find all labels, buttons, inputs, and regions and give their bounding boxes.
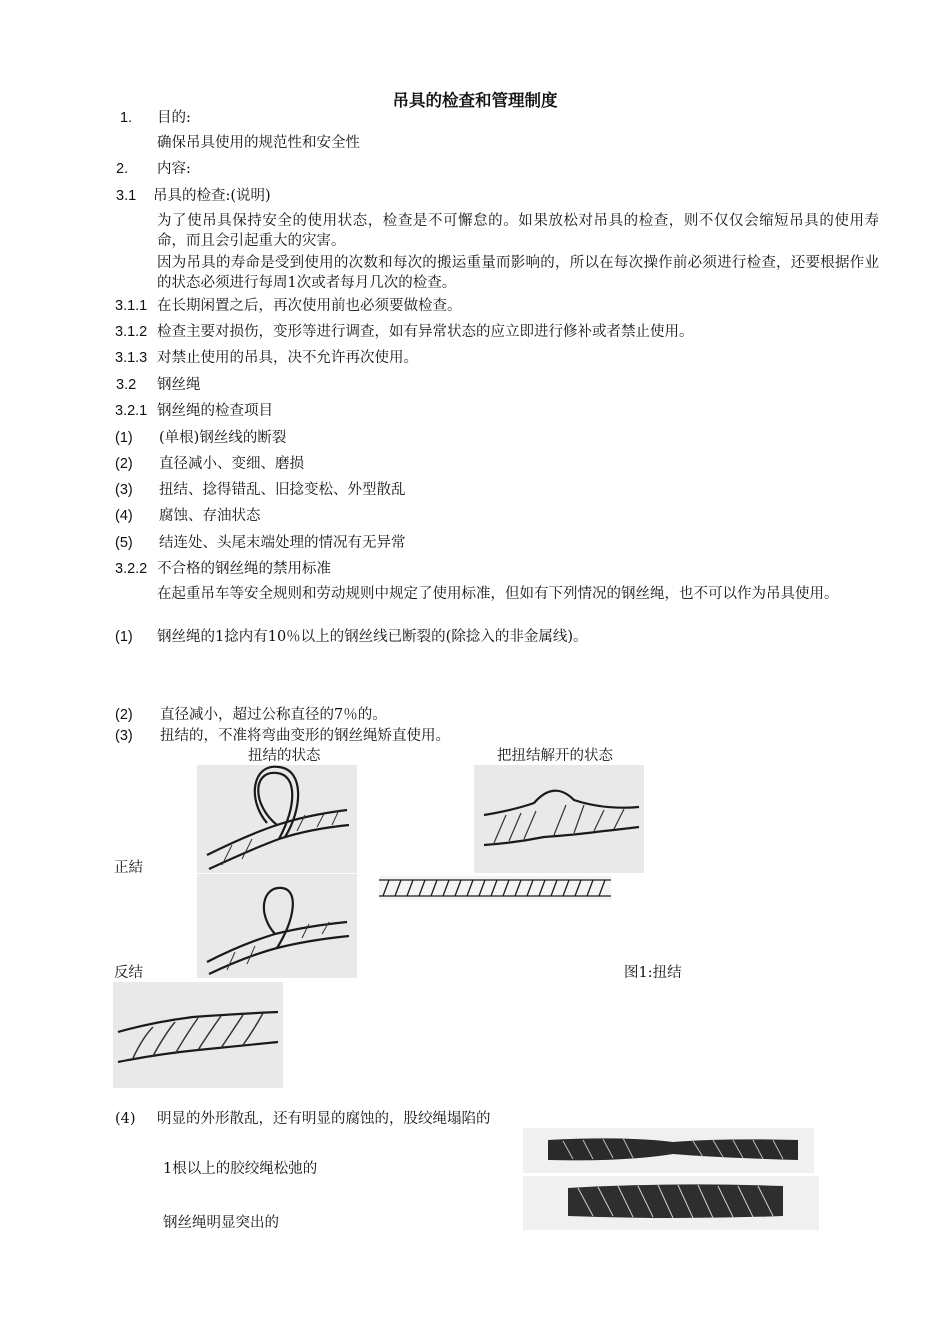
reject-item-number: (3) (115, 728, 133, 744)
section-2-label: 内容: (157, 161, 191, 177)
section-1-label: 目的: (157, 110, 191, 126)
check-item-number: (1) (115, 430, 133, 446)
section-3-1-3-number: 3.1.3 (115, 350, 148, 366)
section-3-1-paragraph-2: 因为吊具的寿命是受到使用的次数和每次的搬运重量而影响的，所以在每次操作前必须进行检查，还要根据作业的状态必须进行每周1次或者每月几次的检查。 (157, 255, 879, 291)
figure-column-left-label: 扭结的状态 (248, 748, 321, 764)
section-3-2-1-label: 钢丝绳的检查项目 (157, 403, 273, 419)
section-3-1-2-number: 3.1.2 (115, 324, 148, 340)
section-3-1-number: 3.1 (116, 188, 137, 204)
figure-column-right-label: 把扭结解开的状态 (497, 748, 613, 764)
kinked-rope-positive-image (197, 765, 357, 873)
kinked-rope-reverse-image (197, 874, 357, 978)
check-item-number: (4) (115, 508, 133, 524)
item-4-text: 明显的外形散乱，还有明显的腐蚀的，股绞绳塌陷的 (157, 1111, 491, 1127)
section-3-1-label: 吊具的检查:(说明) (153, 188, 271, 204)
collapsed-strand-rope-image (523, 1128, 814, 1173)
figure-row-label-positive: 正結 (114, 860, 143, 876)
unkinked-rope-positive-image (474, 765, 644, 873)
section-3-1-paragraph-1: 为了使吊具保持安全的使用状态，检查是不可懈怠的。如果放松对吊具的检查，则不仅仅会缩短吊具的使用寿命，而且会引起重大的灾害。 (157, 213, 879, 249)
reject-item-number: (2) (115, 707, 133, 723)
check-item-text: 扭结、捻得错乱、旧捻变松、外型散乱 (159, 482, 406, 498)
check-item-text: 直径减小、变细、磨损 (159, 456, 304, 472)
section-1-number: 1. (120, 110, 133, 126)
item-4-sub-1: 1根以上的胶绞绳松弛的 (163, 1161, 318, 1177)
section-3-2-1-number: 3.2.1 (115, 403, 148, 419)
section-3-2-2-number: 3.2.2 (115, 561, 148, 577)
figure-row-label-reverse: 反结 (114, 965, 143, 981)
unkinked-rope-reverse-image (379, 876, 611, 900)
section-3-2-number: 3.2 (116, 377, 137, 393)
section-3-1-3-text: 对禁止使用的吊具，决不允许再次使用。 (157, 350, 418, 366)
section-3-2-2-label: 不合格的钢丝绳的禁用标准 (157, 561, 331, 577)
page-title: 吊具的检查和管理制度 (392, 91, 558, 110)
item-4-sub-2: 钢丝绳明显突出的 (163, 1215, 279, 1231)
protruding-wire-rope-image (523, 1176, 819, 1230)
twisted-rope-image (113, 982, 283, 1088)
section-3-2-label: 钢丝绳 (157, 377, 201, 393)
section-3-2-2-paragraph: 在起重吊车等安全规则和劳动规则中规定了使用标准，但如有下列情况的钢丝绳，也不可以作为吊具使用。 (157, 586, 839, 602)
check-item-text: 腐蚀、存油状态 (159, 508, 261, 524)
reject-item-text: 扭结的，不准将弯曲变形的钢丝绳矫直使用。 (160, 728, 450, 744)
section-3-1-2-text: 检查主要对损伤，变形等进行调查，如有异常状态的应立即进行修补或者禁止使用。 (157, 324, 694, 340)
check-item-number: (2) (115, 456, 133, 472)
item-4-number: (4) (115, 1111, 136, 1127)
check-item-text: 结连处、头尾末端处理的情况有无异常 (159, 535, 406, 551)
check-item-text: (单根)钢丝线的断裂 (159, 430, 287, 446)
check-item-number: (3) (115, 482, 133, 498)
reject-item-text: 钢丝绳的1捻内有10％以上的钢丝线已断裂的(除捻入的非金属线)。 (157, 629, 588, 645)
reject-item-text: 直径减小，超过公称直径的7％的。 (160, 707, 387, 723)
section-1-text: 确保吊具使用的规范性和安全性 (157, 135, 360, 151)
section-2-number: 2. (116, 161, 129, 177)
reject-item-number: (1) (115, 629, 133, 645)
section-3-1-1-text: 在长期闲置之后，再次使用前也必须要做检查。 (157, 298, 462, 314)
section-3-1-1-number: 3.1.1 (115, 298, 148, 314)
figure-caption: 图1:扭结 (624, 965, 682, 981)
check-item-number: (5) (115, 535, 133, 551)
